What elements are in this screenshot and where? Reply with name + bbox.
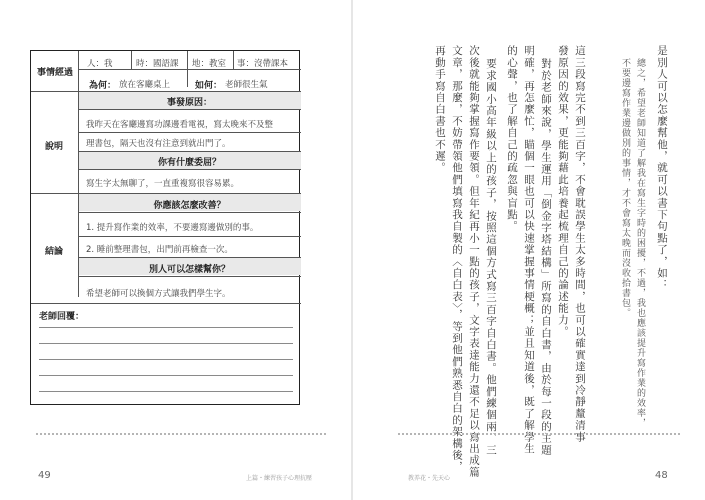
left-page-number: 49	[38, 470, 51, 481]
help-heading: 別人可以怎樣幫你？	[148, 265, 230, 275]
what-field: 事：沒帶課本	[237, 59, 289, 69]
cause-heading: 事發原因：	[166, 98, 212, 108]
teacher-reply-label: 老師回覆：	[39, 312, 85, 322]
grievance-heading: 你有什麼委屈？	[157, 158, 221, 168]
left-footer: 上篇・練習孩子心理抗壓	[246, 475, 313, 482]
text-column: 是別人可以怎麼幫他，就可以書下句點了，如：	[656, 45, 668, 291]
text-column: 發原因的效果，更能夠藉此培養起梳理自己的論述能力。	[557, 45, 569, 338]
why-value: 放在客廳桌上	[119, 80, 171, 90]
text-column: 對於老師來說，學生運用「倒金字塔結構」所寫的自白書，由於每一段的主題	[540, 58, 552, 456]
right-dotted-rule	[398, 433, 680, 435]
help-text: 希望老師可以換個方式讓我們學生字。	[86, 289, 231, 299]
page-gutter	[351, 0, 353, 500]
explain-label: 說明	[45, 142, 64, 152]
text-column: 不要邊寫作業邊做別的事情，才不會寫太晚而沒收拾書包。	[620, 58, 630, 318]
how-label: 如何：	[195, 81, 223, 91]
where-field: 地：教室	[192, 59, 227, 69]
text-column: 要求國小高年級以上的孩子，按照這個方式寫三百字自白書。他們練個兩、三	[485, 58, 497, 456]
grievance-text: 寫生字太無聊了，一直重複寫很容易累。	[86, 179, 240, 189]
text-column: 文章，那麼，不妨帶領他們填寫我自製的〈自白表〉，等到他們熟悉自白的架構後，	[451, 45, 463, 473]
text-column: 總之，希望老師知道了解我在寫生字時的困擾，不過，我也應該提升寫作業的效率，	[635, 58, 645, 428]
when-field: 時：國語課	[136, 59, 179, 69]
text-column: 再動手寫自白書也不遲。	[434, 45, 446, 174]
text-column: 這三段寫完不到三百字，不會耽誤學生太多時間，也可以確實達到冷靜釐清事	[574, 45, 586, 443]
text-column: 次後就能夠掌握寫作要領。但年紀再小一點的孩子，文字表達能力還不足以寫出成篇	[468, 45, 480, 478]
cause-line-1: 我昨天在客廳邊寫功課邊看電視，寫太晚來不及整	[86, 120, 274, 130]
how-value: 老師很生氣	[225, 80, 268, 90]
text-column: 明確，再怎麼忙，瞄個一眼也可以快速掌握事情梗概；並且知道後，既了解學生	[523, 45, 535, 455]
event-label: 事情經過	[37, 68, 74, 78]
text-column: 的心聲，也了解自己的疏忽與盲點。	[506, 45, 518, 233]
improve-line-1: 1. 提升寫作業的效率，不要邊寫邊做別的事。	[86, 223, 259, 233]
cause-line-2: 理書包，隔天也沒有注意到就出門了。	[86, 139, 231, 149]
confession-form	[30, 50, 300, 405]
conclusion-label: 結論	[45, 247, 64, 257]
right-page-number: 48	[655, 470, 668, 481]
right-footer: 教养花・先天心	[408, 475, 451, 482]
left-dotted-rule	[36, 433, 326, 435]
why-label: 為何：	[89, 81, 117, 91]
improve-line-2: 2. 睡前整理書包，出門前再檢查一次。	[86, 245, 233, 255]
who-field: 人：我	[87, 59, 113, 69]
improve-heading: 你應該怎麼改善？	[153, 201, 226, 211]
